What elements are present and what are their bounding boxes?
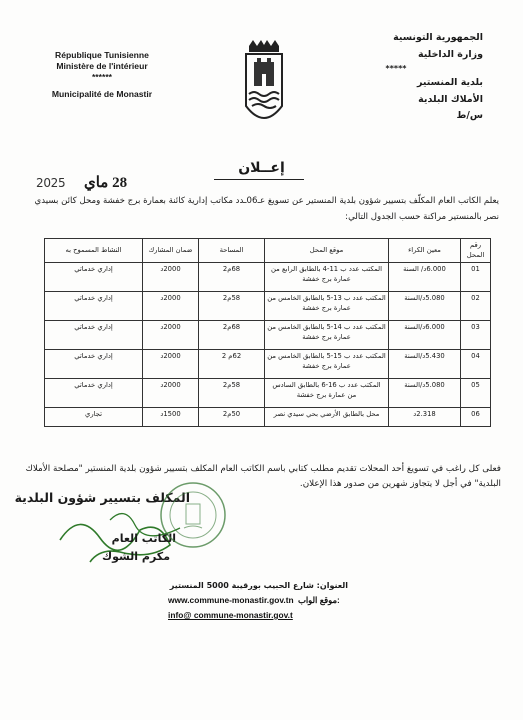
table-cell: إداري خدماتي — [45, 350, 143, 379]
republic-label: République Tunisienne — [55, 50, 149, 60]
table-cell: المكتب عدد ب 14-5 بالطابق الخامس من عمارة برج خفشة — [265, 321, 389, 350]
intro-paragraph: يعلم الكاتب العام المكلّف بتسيير شؤون بلدية المنستير عن تسويغ عـ06ـدد مكاتب إدارية كائنة بعمارة برج خفشة ومحل كائن بسيدي نصر بالمنستير مراكنة حسب الجدول التالي: — [34, 196, 499, 222]
table-cell: 58م2 — [199, 379, 265, 408]
table-cell: المكتب عدد ب 15-5 بالطابق الخامس من عمارة برج خفشة — [265, 350, 389, 379]
table-cell: 2000د — [143, 263, 199, 292]
column-header: المساحة — [199, 239, 265, 263]
table-header-row — [45, 239, 491, 263]
municipality-label: Municipalité de Monastir — [51, 89, 153, 99]
table-cell: إداري خدماتي — [45, 321, 143, 350]
footer-address: العنوان: شارع الحبيب بورقيبة 5000 المنستير — [169, 581, 348, 590]
table-cell: محل بالطابق الأرضي بحي سيدي نصر — [265, 408, 389, 427]
offices-table — [44, 238, 491, 427]
department-label-ar: الأملاك البلدية — [418, 93, 483, 105]
table-cell: 2000د — [143, 292, 199, 321]
column-header: معين الكراء — [389, 239, 461, 263]
date-year: 2025 — [36, 176, 66, 190]
signature-name: مكرم الشوك — [101, 550, 170, 563]
header-arabic — [333, 30, 483, 125]
table-cell: 6.000د/السنة — [389, 321, 461, 350]
website-label: موقع الواب: — [297, 595, 340, 605]
table-cell: 2000د — [143, 321, 199, 350]
table-row — [45, 408, 491, 427]
table-cell: 03 — [461, 321, 491, 350]
table-cell: إداري خدماتي — [45, 263, 143, 292]
column-header: ضمان المشارك — [143, 239, 199, 263]
table-cell: 5.430د/السنة — [389, 350, 461, 379]
table-cell: 2.318د — [389, 408, 461, 427]
table-row — [45, 379, 491, 408]
table-row — [45, 321, 491, 350]
table-cell: 01 — [461, 263, 491, 292]
column-header: رقم المحل — [461, 239, 491, 263]
footer-contact — [168, 578, 348, 623]
municipality-label-ar: بلدية المنستير — [417, 77, 483, 88]
table-cell: 5.080د/السنة — [389, 379, 461, 408]
website-url[interactable]: www.commune-monastir.gov.tn — [168, 595, 294, 605]
table-cell: 68م2 — [199, 321, 265, 350]
date-day-month: 28 ماي — [84, 175, 128, 191]
table-cell: 1500د — [143, 408, 199, 427]
table-cell: المكتب عدد ب 13-5 بالطابق الخامس من عمارة برج خفشة — [265, 292, 389, 321]
table-row — [45, 292, 491, 321]
table-row — [45, 263, 491, 292]
table-cell: إداري خدماتي — [45, 292, 143, 321]
table-cell: تجاري — [45, 408, 143, 427]
table-cell: 62م 2 — [199, 350, 265, 379]
signature-title: المكلف بتسيير شؤون البلدية — [14, 490, 190, 505]
table-cell: 50م2 — [199, 408, 265, 427]
table-cell: 6.000د/ السنة — [389, 263, 461, 292]
footer-email[interactable]: info@ commune-monastir.gov.t — [168, 610, 293, 620]
column-header: النشاط المسموح به — [45, 239, 143, 263]
announcement-title: إعــلان — [238, 160, 285, 176]
table-cell: 58م2 — [199, 292, 265, 321]
ministry-label-ar: وزارة الداخلية — [418, 48, 483, 60]
header-stars: ****** — [91, 72, 113, 82]
official-stamp — [158, 480, 228, 550]
footer-website[interactable] — [168, 593, 348, 608]
republic-label-ar: الجمهورية التونسية — [393, 32, 483, 43]
table-cell: 2000د — [143, 379, 199, 408]
reference-label-ar: س/ط — [456, 110, 483, 121]
municipality-emblem-logo — [243, 40, 285, 136]
title-underline — [214, 179, 304, 180]
table-cell: إداري خدماتي — [45, 379, 143, 408]
table-cell: 05 — [461, 379, 491, 408]
table-cell: 2000د — [143, 350, 199, 379]
table-cell: 06 — [461, 408, 491, 427]
table-cell: 04 — [461, 350, 491, 379]
table-row — [45, 350, 491, 379]
table-cell: المكتب عدد ب 11-4 بالطابق الرابع من عمارة برج خفشة — [265, 263, 389, 292]
table-cell: المكتب عدد ب 16-6 بالطابق السادس من عمارة برج خفشة — [265, 379, 389, 408]
header-french — [22, 50, 182, 100]
column-header: موقع المحل — [265, 239, 389, 263]
closing-paragraph: فعلى كل راغب في تسويغ أحد المحلات تقديم مطلب كتابي باسم الكاتب العام المكلف بتسيير شؤون بلدية المنستير "مصلحة الأملاك البلدية" في أجل لا يتجاوز شهرين من صدور هذا الإعلان. — [25, 464, 501, 489]
table-cell: 68م2 — [199, 263, 265, 292]
ministry-label: Ministère de l'intérieur — [56, 61, 148, 71]
header-stars-ar: ***** — [385, 64, 407, 73]
signature-role: الكاتب العام — [111, 532, 176, 545]
table-cell: 02 — [461, 292, 491, 321]
table-cell: 5.080د/السنة — [389, 292, 461, 321]
